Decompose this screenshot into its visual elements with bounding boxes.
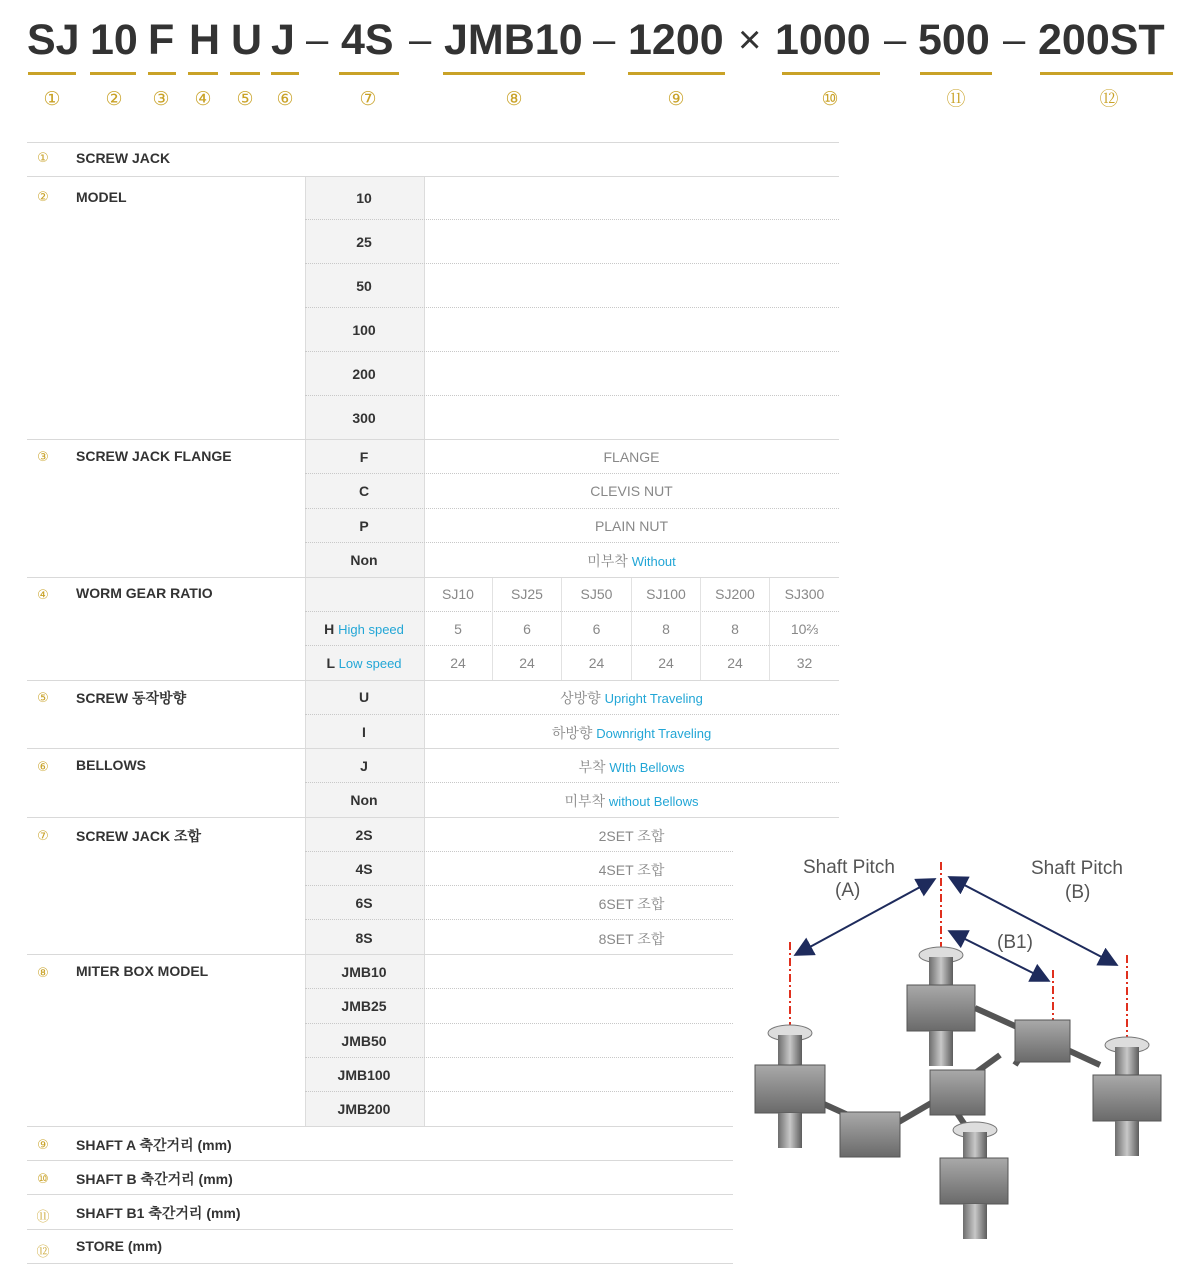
circled-number: ⑫	[1099, 88, 1119, 110]
worm-high-value: 8	[731, 621, 739, 637]
flange-value: FLANGE	[603, 449, 660, 465]
worm-column-header: SJ100	[646, 586, 686, 602]
combo-value: 8SET 조합	[598, 931, 665, 947]
direction-code: U	[358, 689, 370, 705]
sub-row-divider	[305, 508, 839, 509]
code-separator: –	[306, 18, 329, 62]
row-divider	[27, 680, 839, 681]
miter-code: JMB25	[341, 998, 387, 1014]
miter-code: JMB10	[341, 964, 387, 980]
row-label-shaft-b1: SHAFT B1 축간거리 (mm)	[76, 1205, 241, 1221]
circled-number: ⑩	[821, 88, 839, 110]
row-divider	[27, 1160, 733, 1161]
pitch-a-label: Shaft Pitch	[803, 857, 895, 878]
sub-row-divider	[305, 885, 733, 886]
flange-value-ko: 미부착	[587, 553, 628, 569]
worm-high-value: 8	[662, 621, 670, 637]
code-separator: –	[409, 18, 432, 62]
worm-low-code	[305, 655, 423, 671]
code-column	[305, 177, 425, 439]
row-divider	[27, 817, 839, 818]
worm-high-value: 6	[592, 621, 601, 637]
code-segment-6: J	[271, 16, 295, 64]
worm-column-header: SJ200	[715, 586, 755, 602]
worm-high-value: 5	[454, 621, 462, 637]
row-label-miter-box: MITER BOX MODEL	[76, 963, 209, 979]
worm-low-value: 32	[796, 655, 813, 671]
sub-row-divider	[305, 219, 839, 220]
row-number: ⑧	[37, 966, 49, 981]
code-segment-11: 500	[918, 16, 990, 64]
row-label-flange: SCREW JACK FLANGE	[76, 448, 232, 464]
worm-low-value: 24	[727, 655, 743, 671]
row-number: ⑤	[37, 691, 49, 706]
row-number: ⑫	[36, 1245, 50, 1260]
row-number: ①	[37, 151, 49, 166]
worm-low-value: 24	[519, 655, 535, 671]
circled-number: ①	[43, 88, 61, 110]
model-code: 100	[352, 322, 376, 338]
row-label-shaft-b: SHAFT B 축간거리 (mm)	[76, 1171, 233, 1187]
segment-underline	[230, 72, 260, 75]
combo-code: 4S	[355, 861, 373, 877]
combo-code: 2S	[355, 827, 373, 843]
combo-code: 8S	[355, 930, 373, 946]
circled-number: ⑦	[359, 88, 377, 110]
pitch-b-label: Shaft Pitch	[1031, 858, 1123, 879]
system-illustration	[735, 840, 1185, 1250]
high-code: H	[324, 621, 335, 637]
code-separator: –	[593, 18, 616, 62]
segment-underline	[188, 72, 218, 75]
sub-row-divider	[305, 263, 839, 264]
code-separator: –	[1003, 18, 1026, 62]
flange-value	[424, 551, 839, 571]
segment-underline	[920, 72, 992, 75]
row-number: ⑪	[36, 1210, 50, 1225]
bellows-value-en: WIth Bellows	[609, 760, 685, 775]
segment-underline	[339, 72, 399, 75]
row-number: ②	[37, 190, 49, 205]
segment-underline	[782, 72, 880, 75]
code-segment-3: F	[148, 16, 175, 64]
worm-column-header: SJ25	[511, 586, 543, 602]
segment-underline	[1040, 72, 1173, 75]
worm-low-value: 24	[450, 655, 466, 671]
circled-number: ⑧	[505, 88, 523, 110]
bellows-value-ko: 부착	[578, 759, 606, 775]
model-code: 200	[352, 366, 376, 382]
worm-high-value: 10⅔	[790, 621, 819, 637]
pitch-b1-label: (B1)	[997, 932, 1033, 953]
row-divider	[27, 142, 839, 143]
sub-row-divider	[305, 919, 733, 920]
worm-column-header: SJ300	[784, 586, 825, 602]
low-code: L	[326, 655, 335, 671]
sub-row-divider	[305, 307, 839, 308]
miter-box	[840, 1020, 1070, 1157]
combo-code: 6S	[355, 895, 373, 911]
row-number: ⑨	[37, 1138, 49, 1153]
code-segment-9: 1200	[628, 16, 724, 64]
code-segment-1: SJ	[27, 16, 80, 64]
segment-underline	[628, 72, 725, 75]
row-number: ④	[37, 588, 49, 603]
row-number: ⑩	[37, 1172, 49, 1187]
direction-code: I	[362, 724, 366, 740]
row-divider	[27, 748, 839, 749]
bellows-code: J	[360, 758, 368, 774]
flange-value-en: Without	[631, 554, 676, 569]
code-segment-4: H	[189, 16, 221, 64]
model-code: 25	[356, 234, 372, 250]
bellows-code: Non	[350, 792, 378, 808]
sub-row-divider	[305, 351, 839, 352]
row-label-combination: SCREW JACK 조합	[76, 828, 202, 844]
flange-code: Non	[350, 552, 378, 568]
screw-jack-system-diagram	[735, 840, 1185, 1250]
row-number: ③	[37, 450, 49, 465]
sub-row-divider	[305, 782, 839, 783]
sub-row-divider	[305, 851, 733, 852]
miter-code: JMB200	[337, 1101, 391, 1117]
row-label-screw-jack: SCREW JACK	[76, 150, 171, 166]
sub-row-divider	[305, 988, 733, 989]
code-separator: –	[884, 18, 907, 62]
bellows-value-en: without Bellows	[608, 794, 699, 809]
flange-code: C	[358, 483, 370, 499]
sub-row-divider	[305, 1023, 733, 1024]
flange-value: PLAIN NUT	[594, 518, 669, 534]
bellows-value-ko: 미부착	[564, 793, 606, 809]
row-label-worm-gear-ratio: WORM GEAR RATIO	[76, 585, 213, 601]
segment-underline	[148, 72, 176, 75]
low-speed-label: Low speed	[338, 656, 402, 671]
segment-underline	[28, 72, 76, 75]
row-label-direction: SCREW 동작방향	[76, 690, 187, 706]
row-divider	[27, 1194, 733, 1195]
direction-value-ko: 하방향	[551, 725, 593, 741]
circled-number: ④	[194, 88, 212, 110]
pitch-a-sublabel: (A)	[835, 880, 861, 901]
combo-value: 6SET 조합	[598, 896, 665, 912]
code-segment-12: 200ST	[1038, 16, 1165, 64]
flange-code: F	[359, 449, 369, 465]
sub-row-divider	[305, 473, 839, 474]
circled-number: ⑪	[946, 88, 966, 110]
bellows-value	[424, 757, 839, 777]
code-separator: ×	[738, 18, 762, 62]
flange-value: CLEVIS NUT	[590, 483, 673, 499]
row-number: ⑦	[37, 829, 49, 844]
model-code: 300	[352, 410, 376, 426]
sub-row-divider	[305, 1057, 733, 1058]
model-code: 50	[356, 278, 372, 294]
worm-high-value: 6	[523, 621, 531, 637]
row-divider	[27, 439, 839, 440]
model-code: 10	[356, 190, 372, 206]
row-label-store: STORE (mm)	[76, 1238, 163, 1254]
code-segment-10: 1000	[775, 16, 871, 64]
row-divider	[27, 176, 839, 177]
segment-underline	[271, 72, 299, 75]
code-segment-7: 4S	[341, 16, 394, 64]
bellows-value	[424, 791, 839, 811]
sub-row-divider	[305, 395, 839, 396]
sub-row-divider	[305, 714, 839, 715]
row-label-model: MODEL	[76, 189, 127, 205]
sub-row-divider	[305, 1091, 733, 1092]
worm-column-header: SJ50	[580, 586, 613, 602]
direction-value-en: Upright Traveling	[604, 691, 703, 706]
code-segment-2: 10	[90, 16, 138, 64]
circled-number: ③	[152, 88, 170, 110]
circled-number: ⑥	[276, 88, 294, 110]
row-number: ⑥	[37, 760, 49, 775]
direction-value	[424, 723, 839, 743]
worm-high-code	[305, 621, 423, 637]
row-label-bellows: BELLOWS	[76, 757, 146, 773]
combo-value: 4SET 조합	[598, 862, 665, 878]
circled-number: ⑨	[667, 88, 685, 110]
direction-value-en: Downright Traveling	[596, 726, 712, 741]
sub-row-divider	[305, 611, 839, 612]
row-divider	[27, 954, 733, 955]
circled-number: ②	[105, 88, 123, 110]
row-divider	[27, 1126, 733, 1127]
sub-row-divider	[305, 645, 839, 646]
combo-value: 2SET 조합	[598, 828, 665, 844]
row-divider	[27, 1229, 733, 1230]
row-divider	[27, 1263, 733, 1264]
row-label-shaft-a: SHAFT A 축간거리 (mm)	[76, 1137, 232, 1153]
direction-value	[424, 688, 839, 708]
row-divider	[27, 577, 839, 578]
segment-underline	[443, 72, 585, 75]
sub-row-divider	[305, 542, 839, 543]
miter-code: JMB50	[341, 1033, 387, 1049]
circled-number: ⑤	[236, 88, 254, 110]
worm-column-header: SJ10	[442, 586, 474, 602]
direction-value-ko: 상방향	[560, 690, 601, 706]
high-speed-label: High speed	[338, 622, 404, 637]
code-segment-8: JMB10	[444, 16, 583, 64]
worm-low-value: 24	[588, 655, 605, 671]
pitch-b-sublabel: (B)	[1065, 882, 1091, 903]
segment-underline	[90, 72, 136, 75]
miter-code: JMB100	[337, 1067, 391, 1083]
code-segment-5: U	[231, 16, 263, 64]
flange-code: P	[359, 518, 369, 534]
worm-low-value: 24	[658, 655, 674, 671]
